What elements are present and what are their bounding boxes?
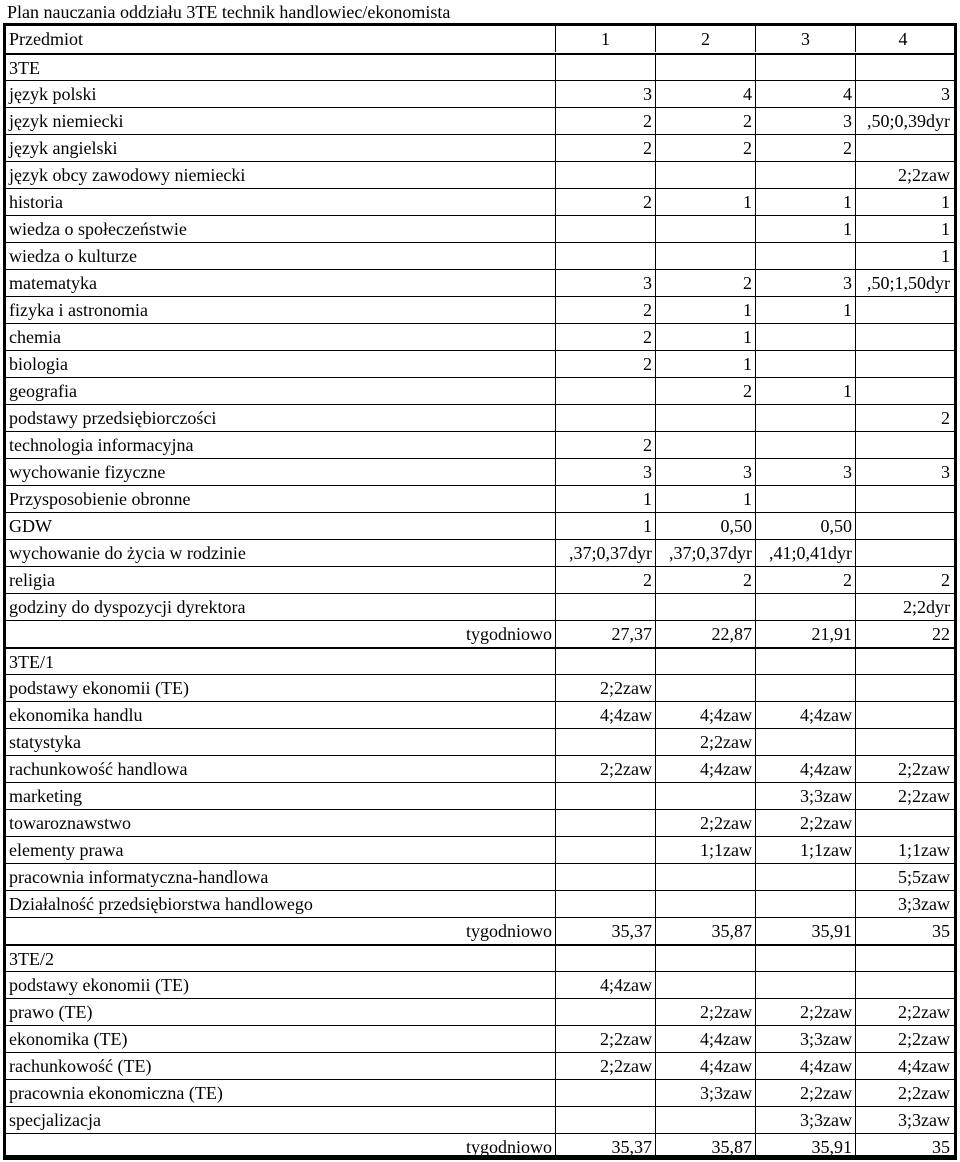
- hours-year-2: [656, 675, 756, 701]
- hours-year-3: 3: [756, 270, 856, 296]
- hours-year-2: 1: [656, 297, 756, 323]
- hours-year-2: 0,50: [656, 513, 756, 539]
- hours-year-4: 2;2zaw: [898, 1002, 950, 1022]
- hours-year-1: [556, 1107, 656, 1133]
- hours-year-3: 1;1zaw: [756, 837, 856, 863]
- subject-name: matematyka: [6, 270, 556, 296]
- hours-year-2: [656, 864, 756, 890]
- table-row: [6, 404, 954, 431]
- hours-year-3: 3;3zaw: [756, 1107, 856, 1133]
- subject-name: ekonomika (TE): [6, 1026, 556, 1052]
- table-row: [6, 782, 954, 809]
- column-header-year-4: 4: [898, 29, 908, 49]
- hours-year-4: 3;3zaw: [898, 894, 950, 914]
- hours-year-1: 4;4zaw: [556, 702, 656, 728]
- total-row: [6, 620, 954, 647]
- hours-year-4: [856, 55, 954, 81]
- hours-year-4: 3;3zaw: [898, 1110, 950, 1130]
- table-row: [6, 485, 954, 512]
- hours-year-1: 2: [556, 189, 656, 215]
- subject-name: wiedza o kulturze: [6, 243, 556, 269]
- table-row: [6, 863, 954, 890]
- subject-name: podstawy ekonomii (TE): [6, 675, 556, 701]
- hours-year-2: 1: [656, 486, 756, 512]
- subject-name: geografia: [6, 378, 556, 404]
- hours-year-1: ,37;0,37dyr: [556, 540, 656, 566]
- subject-name: technologia informacyjna: [6, 432, 556, 458]
- table-row: [6, 350, 954, 377]
- subject-name: język obcy zawodowy niemiecki: [6, 162, 556, 188]
- column-header-subject: Przedmiot: [6, 26, 556, 52]
- table-row: [6, 1106, 954, 1133]
- hours-year-1: [556, 729, 656, 755]
- table-row: [6, 890, 954, 917]
- hours-year-4: 4;4zaw: [898, 1056, 950, 1076]
- hours-year-2: 4;4zaw: [656, 702, 756, 728]
- table-row: [6, 215, 954, 242]
- table-row: [6, 674, 954, 701]
- hours-year-2: [656, 55, 756, 81]
- hours-year-1: 2: [556, 432, 656, 458]
- hours-year-1: 3: [556, 459, 656, 485]
- table-row: [6, 1079, 954, 1106]
- hours-year-1: 35,37: [556, 918, 656, 944]
- hours-year-2: 35,87: [656, 918, 756, 944]
- subject-name: religia: [6, 567, 556, 593]
- hours-year-1: [556, 946, 656, 972]
- hours-year-3: 1: [756, 189, 856, 215]
- subject-name: język polski: [6, 81, 556, 107]
- table-row: [6, 161, 954, 188]
- hours-year-1: [556, 55, 656, 81]
- hours-year-4: [856, 351, 954, 377]
- hours-year-2: 1;1zaw: [656, 837, 756, 863]
- table-row: [6, 134, 954, 161]
- hours-year-3: 1: [756, 378, 856, 404]
- table-row: [6, 296, 954, 323]
- hours-year-4: 2: [941, 408, 950, 428]
- hours-year-3: [756, 675, 856, 701]
- table-row: [6, 269, 954, 296]
- hours-year-1: 35,37: [556, 1134, 656, 1160]
- total-label: tygodniowo: [6, 1134, 556, 1160]
- subject-name: rachunkowość (TE): [6, 1053, 556, 1079]
- hours-year-3: 4;4zaw: [756, 756, 856, 782]
- hours-year-2: [656, 243, 756, 269]
- hours-year-1: 3: [556, 270, 656, 296]
- hours-year-4: [856, 810, 954, 836]
- hours-year-3: [756, 243, 856, 269]
- hours-year-1: 27,37: [556, 621, 656, 647]
- subject-name: godziny do dyspozycji dyrektora: [6, 594, 556, 620]
- hours-year-2: 2;2zaw: [656, 729, 756, 755]
- hours-year-1: [556, 1080, 656, 1106]
- total-row: [6, 917, 954, 944]
- hours-year-2: [656, 946, 756, 972]
- hours-year-2: 4;4zaw: [656, 756, 756, 782]
- hours-year-3: [756, 729, 856, 755]
- hours-year-1: 2: [556, 297, 656, 323]
- subject-name: ekonomika handlu: [6, 702, 556, 728]
- hours-year-1: [556, 594, 656, 620]
- hours-year-4: 35: [932, 1137, 950, 1157]
- hours-year-1: [556, 243, 656, 269]
- section-label: 3TE/2: [6, 946, 556, 972]
- hours-year-4: [856, 378, 954, 404]
- subject-name: wychowanie do życia w rodzinie: [6, 540, 556, 566]
- hours-year-1: [556, 891, 656, 917]
- section-label: 3TE: [6, 55, 556, 81]
- hours-year-4: 1: [941, 192, 950, 212]
- hours-year-1: [556, 216, 656, 242]
- hours-year-3: 35,91: [756, 918, 856, 944]
- subject-name: fizyka i astronomia: [6, 297, 556, 323]
- subject-name: statystyka: [6, 729, 556, 755]
- hours-year-3: [756, 405, 856, 431]
- hours-year-4: [856, 946, 954, 972]
- table-row: [6, 728, 954, 755]
- curriculum-table: [3, 23, 957, 1160]
- hours-year-3: 4;4zaw: [756, 702, 856, 728]
- subject-name: wychowanie fizyczne: [6, 459, 556, 485]
- hours-year-3: 2;2zaw: [756, 810, 856, 836]
- hours-year-4: [856, 729, 954, 755]
- hours-year-1: [556, 649, 656, 675]
- subject-name: Działalność przedsiębiorstwa handlowego: [6, 891, 556, 917]
- hours-year-1: 3: [556, 81, 656, 107]
- hours-year-1: 2;2zaw: [556, 756, 656, 782]
- hours-year-3: 2: [756, 567, 856, 593]
- table-header-row: [6, 26, 954, 53]
- subject-name: GDW: [6, 513, 556, 539]
- hours-year-3: [756, 946, 856, 972]
- table-row: [6, 566, 954, 593]
- hours-year-1: [556, 864, 656, 890]
- hours-year-1: [556, 378, 656, 404]
- hours-year-3: 1: [756, 216, 856, 242]
- table-row: [6, 593, 954, 620]
- table-row: [6, 1025, 954, 1052]
- hours-year-2: [656, 162, 756, 188]
- hours-year-1: [556, 783, 656, 809]
- table-row: [6, 323, 954, 350]
- hours-year-2: 1: [656, 189, 756, 215]
- hours-year-3: [756, 162, 856, 188]
- hours-year-4: [856, 972, 954, 998]
- subject-name: rachunkowość handlowa: [6, 756, 556, 782]
- hours-year-1: [556, 837, 656, 863]
- hours-year-4: 2;2zaw: [898, 165, 950, 185]
- hours-year-3: [756, 594, 856, 620]
- subject-name: chemia: [6, 324, 556, 350]
- hours-year-4: [856, 486, 954, 512]
- hours-year-4: ,50;0,39dyr: [867, 111, 950, 131]
- hours-year-4: 22: [932, 624, 950, 644]
- hours-year-4: 3: [941, 84, 950, 104]
- hours-year-2: 2: [656, 108, 756, 134]
- hours-year-2: [656, 594, 756, 620]
- hours-year-4: [856, 675, 954, 701]
- hours-year-2: 3: [656, 459, 756, 485]
- hours-year-2: 1: [656, 324, 756, 350]
- hours-year-4: [856, 135, 954, 161]
- hours-year-3: 2;2zaw: [756, 1080, 856, 1106]
- table-row: [6, 836, 954, 863]
- hours-year-2: 2: [656, 378, 756, 404]
- hours-year-1: 2: [556, 567, 656, 593]
- hours-year-2: 22,87: [656, 621, 756, 647]
- hours-year-2: [656, 783, 756, 809]
- hours-year-1: 2: [556, 351, 656, 377]
- subject-name: elementy prawa: [6, 837, 556, 863]
- table-row: [6, 998, 954, 1025]
- hours-year-2: [656, 891, 756, 917]
- table-row: [6, 809, 954, 836]
- hours-year-2: [656, 972, 756, 998]
- hours-year-1: [556, 162, 656, 188]
- hours-year-2: 2: [656, 567, 756, 593]
- hours-year-3: [756, 486, 856, 512]
- table-row: [6, 971, 954, 998]
- subject-name: pracownia ekonomiczna (TE): [6, 1080, 556, 1106]
- total-label: tygodniowo: [6, 621, 556, 647]
- hours-year-1: 1: [556, 513, 656, 539]
- table-row: [6, 539, 954, 566]
- column-header-year-1: 1: [556, 26, 656, 52]
- table-row: [6, 1052, 954, 1079]
- hours-year-4: 1: [941, 246, 950, 266]
- hours-year-4: 1;1zaw: [898, 840, 950, 860]
- hours-year-3: [756, 649, 856, 675]
- hours-year-4: 5;5zaw: [898, 867, 950, 887]
- subject-name: podstawy przedsiębiorczości: [6, 405, 556, 431]
- hours-year-2: 4;4zaw: [656, 1026, 756, 1052]
- hours-year-2: 4: [656, 81, 756, 107]
- hours-year-3: 1: [756, 297, 856, 323]
- subject-name: język niemiecki: [6, 108, 556, 134]
- hours-year-2: 2;2zaw: [656, 810, 756, 836]
- hours-year-3: 3;3zaw: [756, 1026, 856, 1052]
- hours-year-3: [756, 972, 856, 998]
- subject-name: biologia: [6, 351, 556, 377]
- hours-year-2: 2: [656, 270, 756, 296]
- hours-year-2: [656, 405, 756, 431]
- hours-year-3: 3: [756, 108, 856, 134]
- section-row: [6, 944, 954, 971]
- table-row: [6, 755, 954, 782]
- hours-year-3: 21,91: [756, 621, 856, 647]
- hours-year-2: 35,87: [656, 1134, 756, 1160]
- table-row: [6, 512, 954, 539]
- hours-year-3: 2;2zaw: [756, 999, 856, 1025]
- hours-year-1: 2;2zaw: [556, 1053, 656, 1079]
- subject-name: pracownia informatyczna-handlowa: [6, 864, 556, 890]
- hours-year-4: 35: [932, 921, 950, 941]
- hours-year-4: [856, 649, 954, 675]
- hours-year-4: [856, 702, 954, 728]
- hours-year-2: [656, 216, 756, 242]
- hours-year-1: 2;2zaw: [556, 1026, 656, 1052]
- subject-name: specjalizacja: [6, 1107, 556, 1133]
- subject-name: historia: [6, 189, 556, 215]
- hours-year-4: 2;2dyr: [903, 597, 950, 617]
- hours-year-3: 3: [756, 459, 856, 485]
- hours-year-4: [856, 432, 954, 458]
- hours-year-4: 2;2zaw: [898, 1083, 950, 1103]
- subject-name: wiedza o społeczeństwie: [6, 216, 556, 242]
- table-row: [6, 188, 954, 215]
- hours-year-3: ,41;0,41dyr: [756, 540, 856, 566]
- table-row: [6, 458, 954, 485]
- hours-year-3: 3;3zaw: [756, 783, 856, 809]
- hours-year-4: 2;2zaw: [898, 759, 950, 779]
- table-row: [6, 431, 954, 458]
- document-title: Plan nauczania oddziału 3TE technik handlowiec/ekonomista: [7, 2, 451, 22]
- hours-year-2: 2: [656, 135, 756, 161]
- subject-name: podstawy ekonomii (TE): [6, 972, 556, 998]
- section-label: 3TE/1: [6, 649, 556, 675]
- hours-year-3: [756, 891, 856, 917]
- hours-year-4: [856, 324, 954, 350]
- hours-year-3: 35,91: [756, 1134, 856, 1160]
- table-row: [6, 80, 954, 107]
- hours-year-4: [856, 297, 954, 323]
- hours-year-2: 4;4zaw: [656, 1053, 756, 1079]
- hours-year-2: [656, 1107, 756, 1133]
- subject-name: Przysposobienie obronne: [6, 486, 556, 512]
- subject-name: język angielski: [6, 135, 556, 161]
- hours-year-4: 2: [941, 570, 950, 590]
- subject-name: towaroznawstwo: [6, 810, 556, 836]
- section-row: [6, 647, 954, 674]
- hours-year-2: 3;3zaw: [656, 1080, 756, 1106]
- hours-year-1: 4;4zaw: [556, 972, 656, 998]
- hours-year-3: [756, 432, 856, 458]
- hours-year-1: 1: [556, 486, 656, 512]
- hours-year-3: [756, 324, 856, 350]
- hours-year-4: [856, 513, 954, 539]
- table-row: [6, 701, 954, 728]
- hours-year-1: [556, 405, 656, 431]
- hours-year-3: 4: [756, 81, 856, 107]
- hours-year-4: 3: [941, 462, 950, 482]
- total-row: [6, 1133, 954, 1160]
- hours-year-3: 0,50: [756, 513, 856, 539]
- hours-year-1: 2: [556, 108, 656, 134]
- hours-year-2: 1: [656, 351, 756, 377]
- column-header-year-3: 3: [756, 26, 856, 52]
- hours-year-4: ,50;1,50dyr: [867, 273, 950, 293]
- hours-year-1: [556, 999, 656, 1025]
- table-row: [6, 242, 954, 269]
- hours-year-2: 2;2zaw: [656, 999, 756, 1025]
- hours-year-2: [656, 649, 756, 675]
- total-label: tygodniowo: [6, 918, 556, 944]
- hours-year-2: [656, 432, 756, 458]
- hours-year-4: 1: [941, 219, 950, 239]
- hours-year-3: [756, 351, 856, 377]
- hours-year-1: 2: [556, 135, 656, 161]
- table-row: [6, 377, 954, 404]
- hours-year-3: [756, 864, 856, 890]
- hours-year-4: 2;2zaw: [898, 1029, 950, 1049]
- hours-year-1: [556, 810, 656, 836]
- hours-year-1: 2: [556, 324, 656, 350]
- hours-year-1: 2;2zaw: [556, 675, 656, 701]
- hours-year-4: 2;2zaw: [898, 786, 950, 806]
- hours-year-3: [756, 55, 856, 81]
- table-row: [6, 107, 954, 134]
- hours-year-3: 4;4zaw: [756, 1053, 856, 1079]
- column-header-year-2: 2: [656, 26, 756, 52]
- hours-year-2: ,37;0,37dyr: [656, 540, 756, 566]
- hours-year-3: 2: [756, 135, 856, 161]
- subject-name: prawo (TE): [6, 999, 556, 1025]
- subject-name: marketing: [6, 783, 556, 809]
- hours-year-4: [856, 540, 954, 566]
- section-row: [6, 53, 954, 80]
